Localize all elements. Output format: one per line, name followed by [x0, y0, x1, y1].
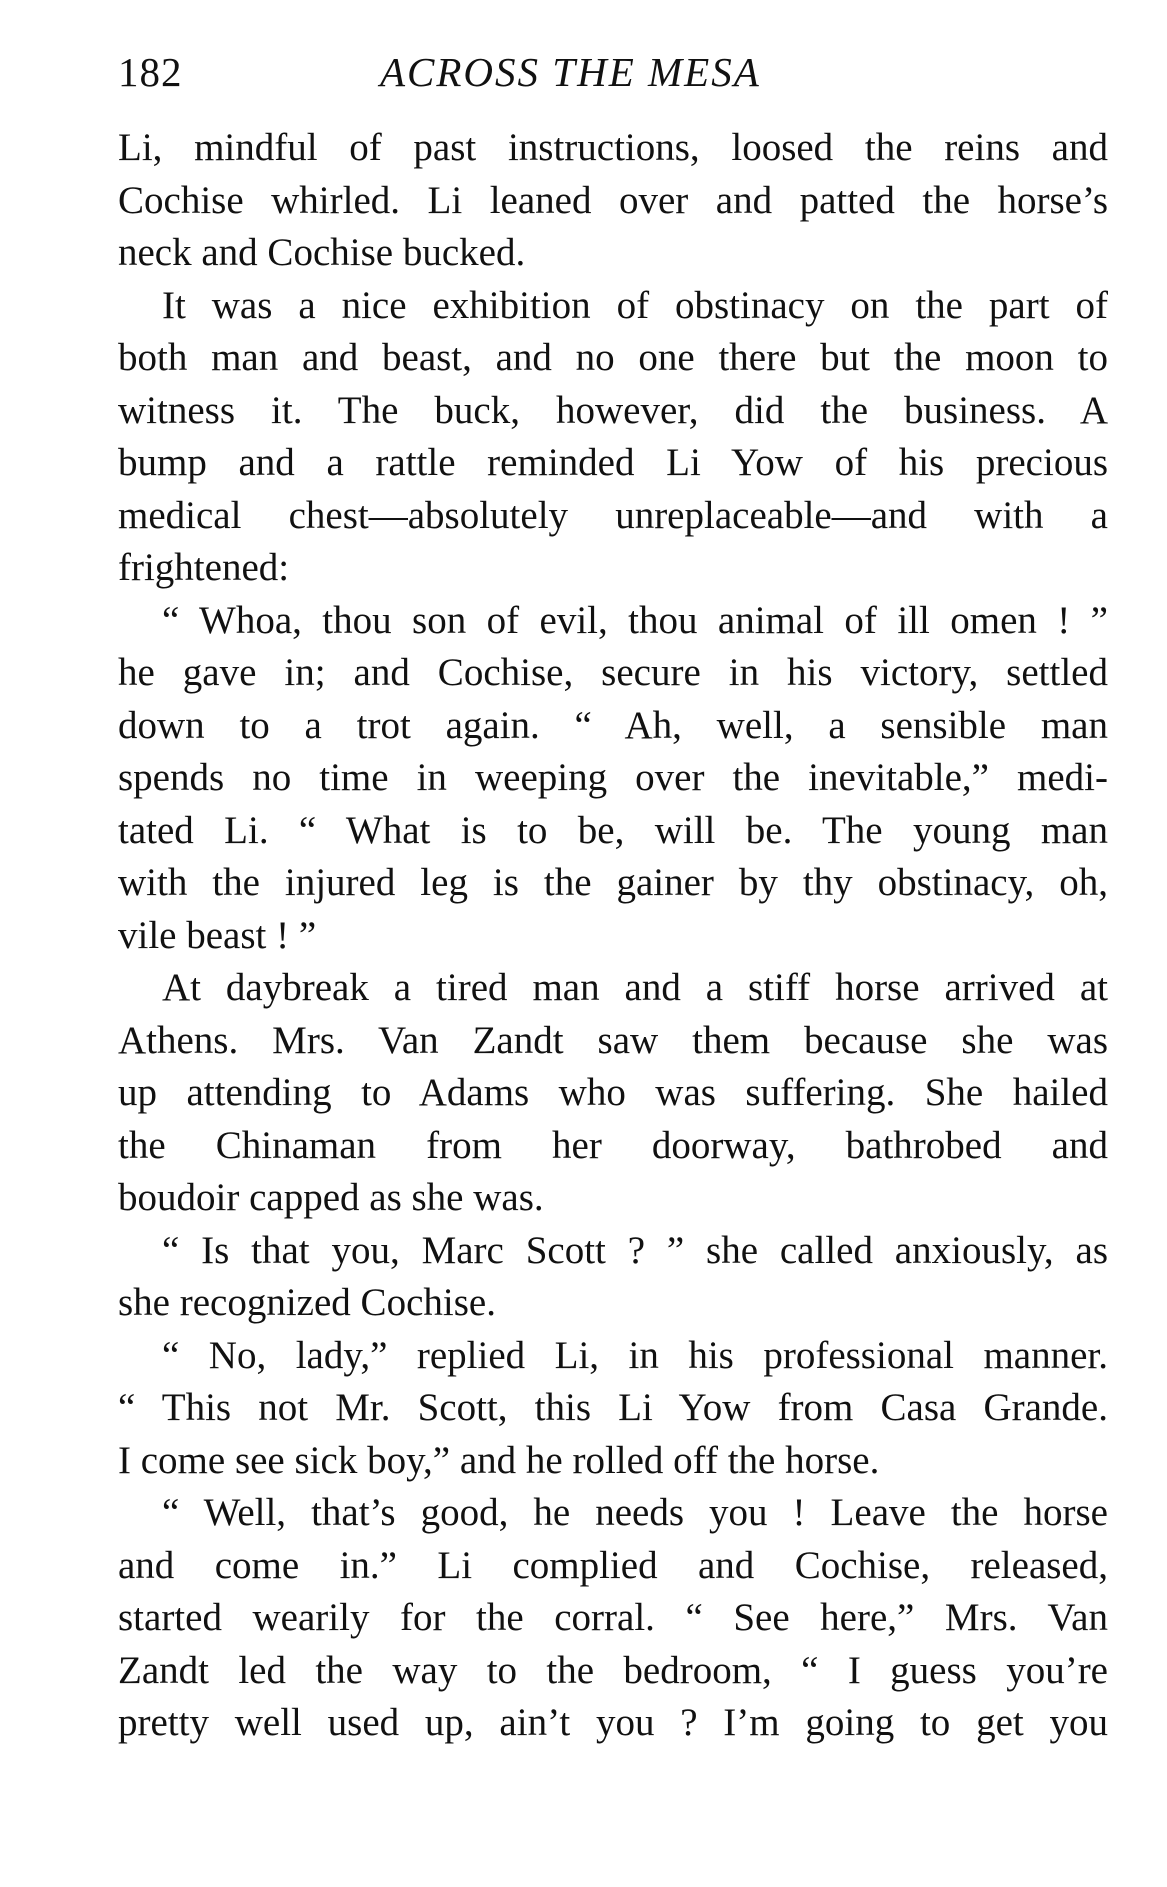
text-line: the Chinaman from her doorway, bathrobed and [118, 1123, 1108, 1167]
text-line: spends no time in weeping over the inevitable,” medi- [118, 756, 1108, 799]
text-line: started wearily for the corral. “ See here,” Mrs. Van [118, 1596, 1108, 1639]
page-number: 182 [118, 49, 183, 95]
text-line: medical chest—absolutely unreplaceable—and with a [118, 493, 1108, 537]
text-line: Zandt led the way to the bedroom, “ I guess you’re [118, 1648, 1108, 1692]
body-text [118, 122, 1108, 1750]
text-line: vile beast ! ” [118, 913, 317, 957]
text-line: pretty well used up, ain’t you ? I’m going to get you [118, 1701, 1108, 1744]
text-line: frightened: [118, 546, 290, 589]
text-line: with the injured leg is the gainer by thy obstinacy, oh, [118, 861, 1108, 904]
text-line: he gave in; and Cochise, secure in his victory, settled [118, 651, 1108, 694]
text-line: I come see sick boy,” and he rolled off the horse. [118, 1438, 880, 1482]
text-line: tated Li. “ What is to be, will be. The young man [118, 808, 1108, 852]
text-line: up attending to Adams who was suffering. She hailed [118, 1071, 1108, 1114]
running-head [118, 40, 1108, 110]
text-line: both man and beast, and no one there but the moon to [118, 336, 1108, 379]
text-line: boudoir capped as she was. [118, 1176, 544, 1219]
text-line: she recognized Cochise. [118, 1281, 496, 1324]
text-line: witness it. The buck, however, did the business. A [118, 388, 1108, 432]
text-line: “ No, lady,” replied Li, in his professional manner. [162, 1333, 1108, 1377]
text-line: “ Whoa, thou son of evil, thou animal of ill omen ! ” [162, 598, 1108, 642]
text-line: bump and a rattle reminded Li Yow of his precious [118, 441, 1108, 484]
text-line: down to a trot again. “ Ah, well, a sensible man [118, 703, 1108, 747]
text-line: Athens. Mrs. Van Zandt saw them because she was [118, 1018, 1108, 1062]
text-line: “ Is that you, Marc Scott ? ” she called anxiously, as [162, 1228, 1108, 1272]
book-title: ACROSS THE MESA [380, 49, 761, 95]
book-page [118, 40, 1108, 1750]
text-line: Cochise whirled. Li leaned over and patted the horse’s [118, 178, 1108, 222]
text-line: It was a nice exhibition of obstinacy on the part of [162, 283, 1108, 327]
text-line: Li, mindful of past instructions, loosed the reins and [118, 126, 1108, 169]
text-line: At daybreak a tired man and a stiff horse arrived at [162, 966, 1108, 1009]
text-line: and come in.” Li complied and Cochise, released, [118, 1543, 1108, 1587]
text-line: “ This not Mr. Scott, this Li Yow from Casa Grande. [118, 1386, 1108, 1429]
text-line: “ Well, that’s good, he needs you ! Leave the horse [162, 1491, 1108, 1534]
text-line: neck and Cochise bucked. [118, 231, 526, 274]
